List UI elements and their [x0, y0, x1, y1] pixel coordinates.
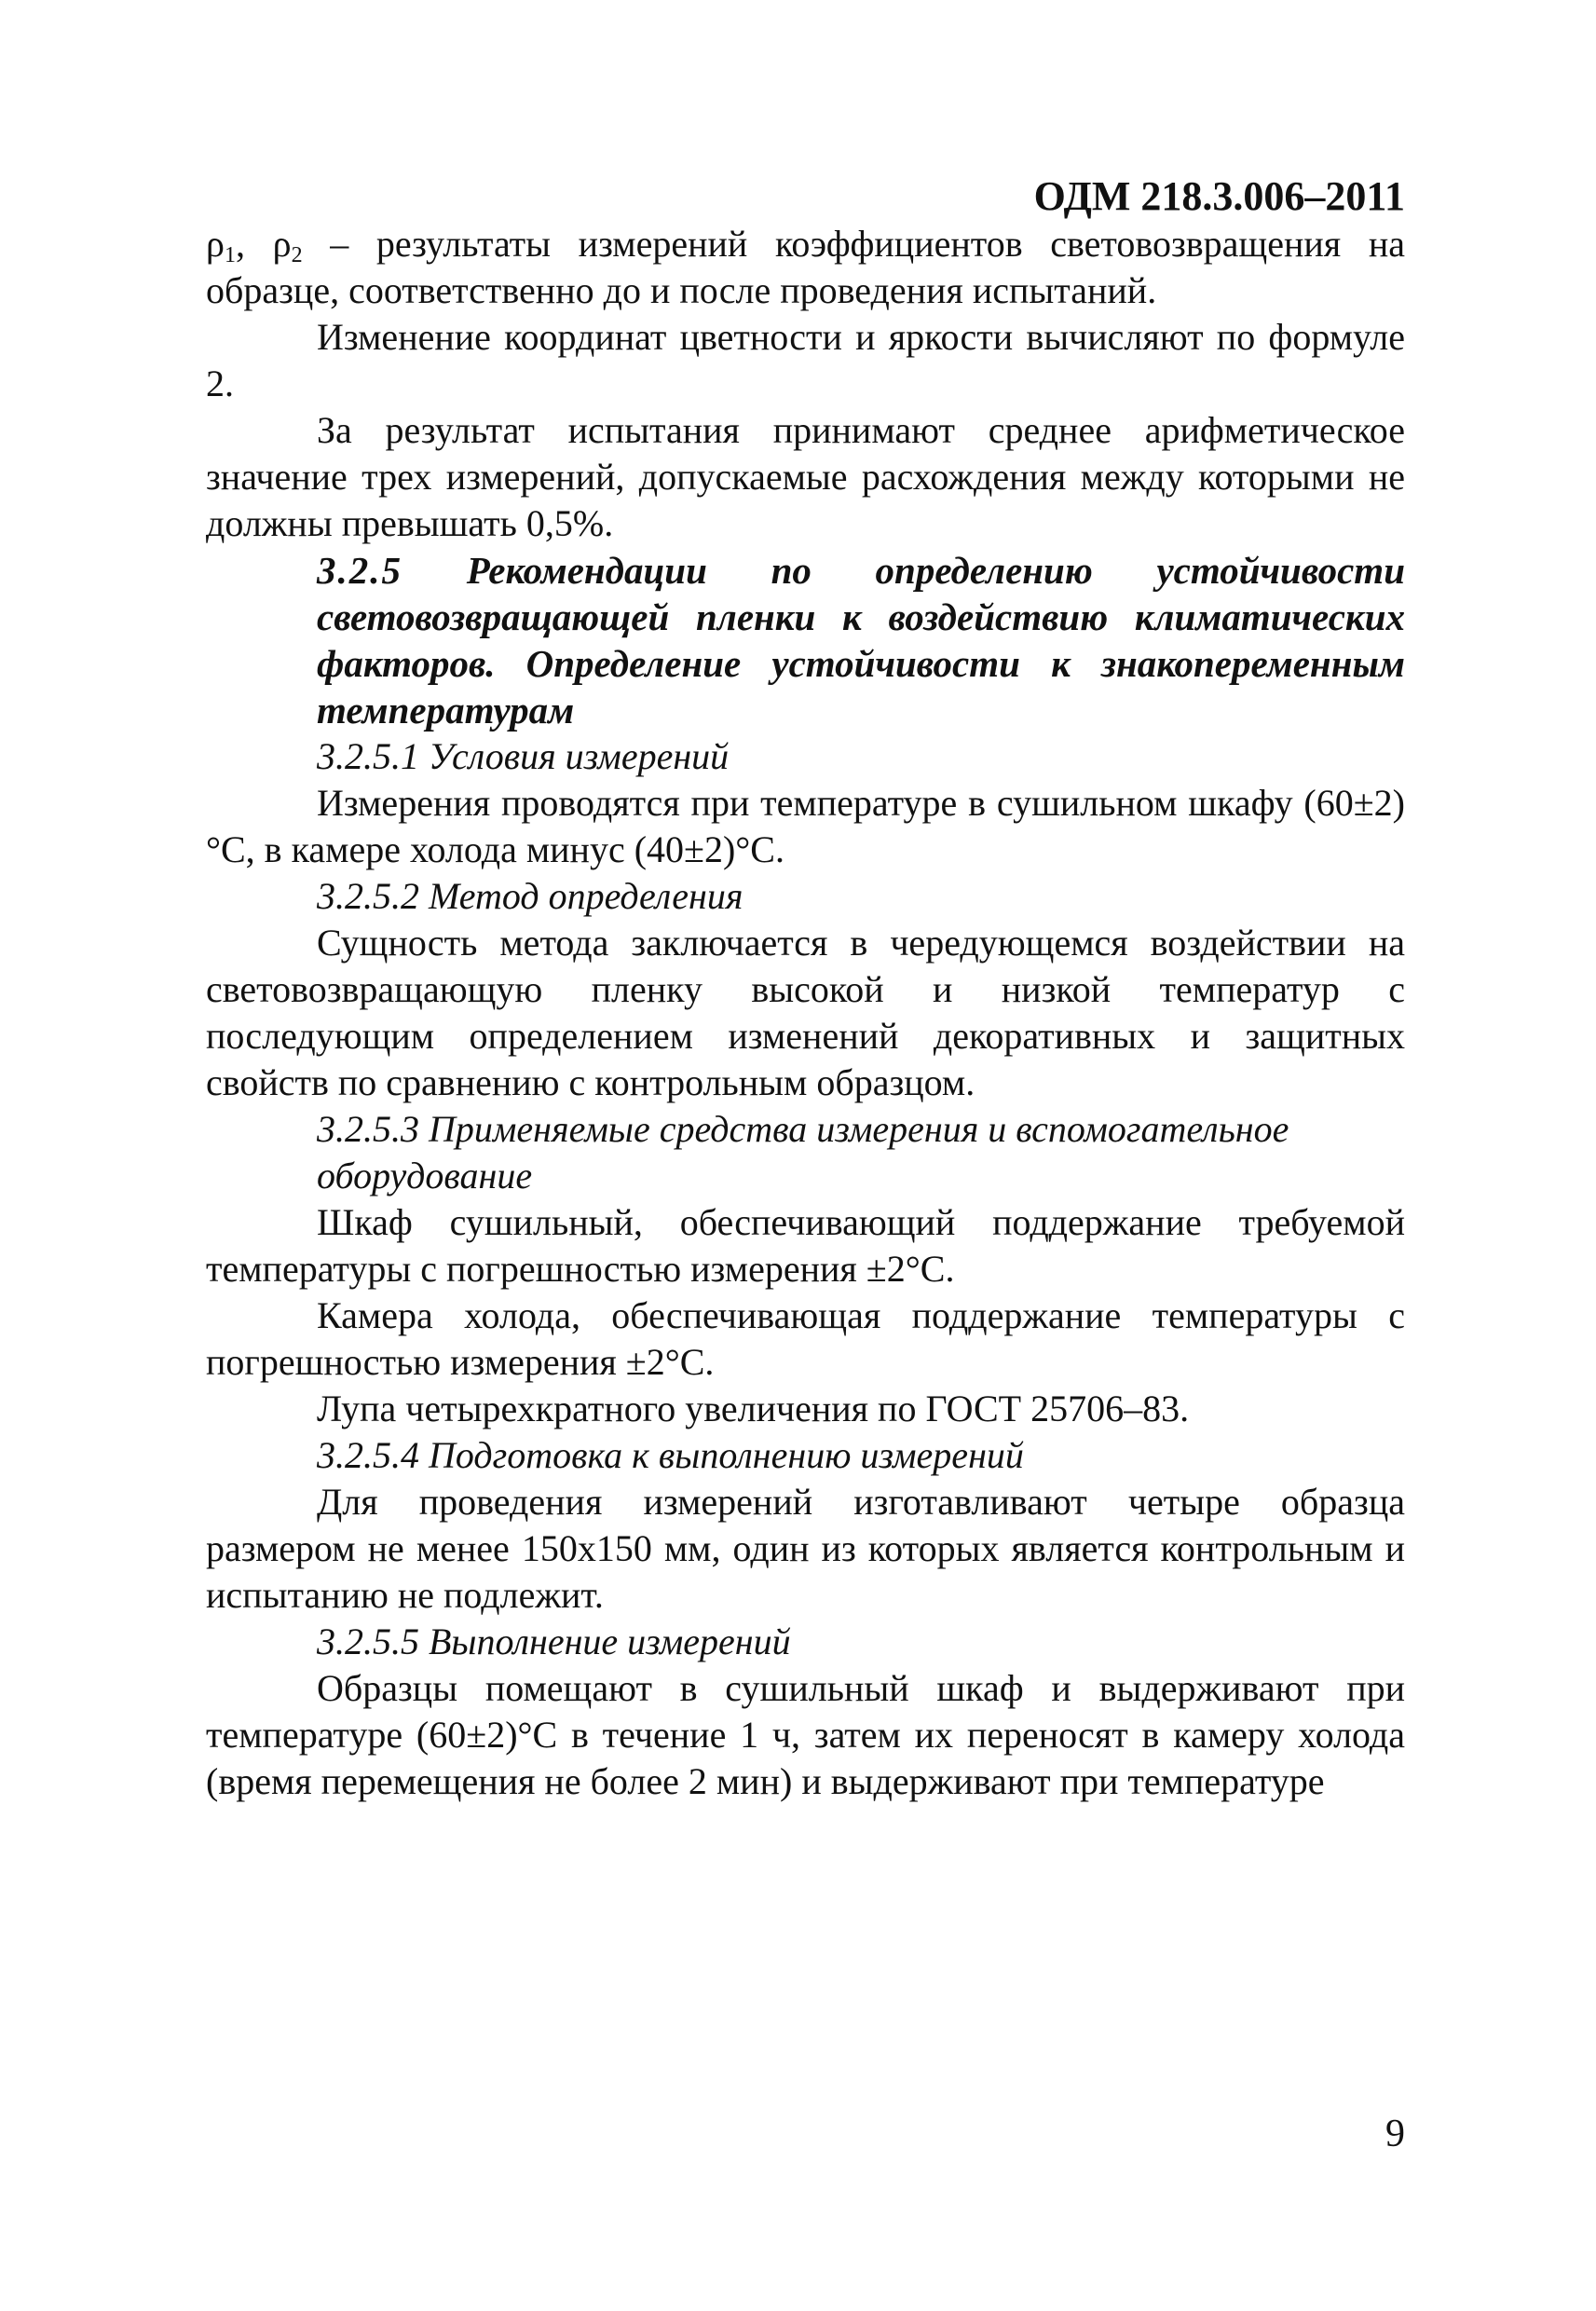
- subsection-heading: 3.2.5.3 Применяемые средства измерения и вспомогательное оборудование: [317, 1108, 1289, 1197]
- subsection-paragraph: Лупа четырехкратного увеличения по ГОСТ 25706–83.: [317, 1388, 1190, 1429]
- rho1-symbol: $\rho_1$: [206, 223, 236, 267]
- subsection-heading: 3.2.5.5 Выполнение измерений: [317, 1620, 791, 1662]
- subsection-paragraph: Камера холода, обеспечивающая поддержание температуры с погрешностью измерения ±2°С.: [206, 1294, 1405, 1383]
- symbols-definition-text: – результаты измерений коэффициентов световозвращения на образце, соответственно до и после проведения испытаний.: [206, 223, 1405, 311]
- subsection-paragraph: Для проведения измерений изготавливают четыре образца размером не менее 150х150 мм, один из которых является контрольным и испытанию не подлежит.: [206, 1481, 1405, 1616]
- subsection-paragraph: Образцы помещают в сушильный шкаф и выдерживают при температуре (60±2)°С в течение 1 ч, затем их переносят в камеру холода (время перемещения не более 2 мин) и выдерживают при температуре: [206, 1667, 1405, 1802]
- subsection-paragraph: Измерения проводятся при температуре в сушильном шкафу (60±2)°С, в камере холода минус (40±2)°С.: [206, 782, 1405, 870]
- document-body: [206, 221, 1405, 1805]
- subsection-paragraph: Сущность метода заключается в чередующемся воздействии на световозвращающую пленку высокой и низкой температур с последующим определением изменений декоративных и защитных свойств по сравнению с контрольным образцом.: [206, 922, 1405, 1103]
- subsection-heading: 3.2.5.4 Подготовка к выполнению измерений: [317, 1434, 1024, 1476]
- test-result-paragraph: За результат испытания принимают среднее арифметическое значение трех измерений, допускаемые расхождения между которыми не должны превышать 0,5%.: [206, 409, 1405, 544]
- page-number: 9: [1385, 2113, 1405, 2155]
- document-code-header: ОДМ 218.3.006–2011: [1033, 173, 1405, 219]
- section-heading: [206, 547, 1405, 733]
- section-title: Рекомендации по определению устойчивости световозвращающей пленки к воздействию климатических факторов. Определение устойчивости к знакопеременным температурам: [317, 549, 1405, 732]
- symbols-definition-paragraph: $\rho_1$, $\rho_2$ – результаты измерений коэффициентов световозвращения на образце, соответственно до и после проведения испытаний.: [206, 223, 1405, 311]
- subsection-heading: 3.2.5.1 Условия измерений: [317, 735, 730, 777]
- section-number: 3.2.5: [317, 549, 402, 592]
- rho2-symbol: $\rho_2$: [272, 223, 303, 267]
- color-change-paragraph: Изменение координат цветности и яркости вычисляют по формуле 2.: [206, 316, 1405, 404]
- subsection-heading: 3.2.5.2 Метод определения: [317, 875, 743, 917]
- subsection-paragraph: Шкаф сушильный, обеспечивающий поддержание требуемой температуры с погрешностью измерения ±2°С.: [206, 1201, 1405, 1290]
